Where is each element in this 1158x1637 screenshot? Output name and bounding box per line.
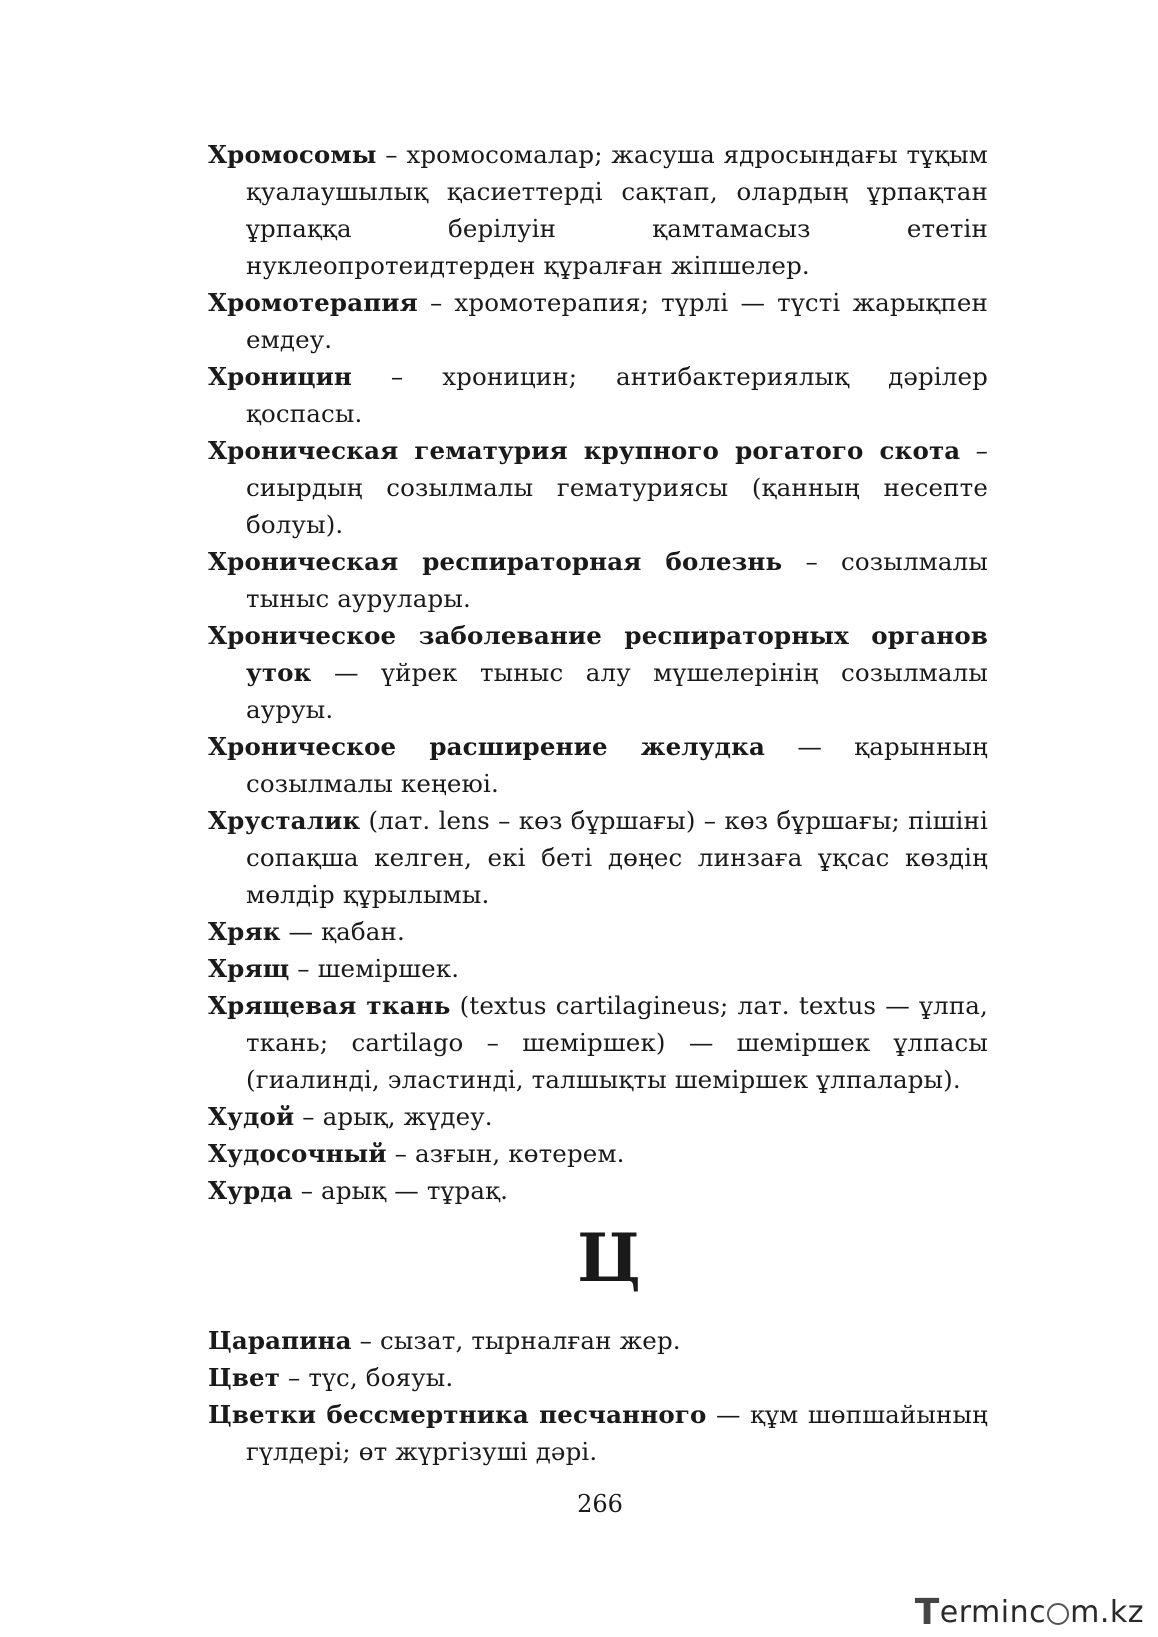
entry-term: Худой [208,1102,295,1131]
dictionary-entry [208,1172,988,1209]
magnifier-o-icon [1047,1603,1069,1625]
entry-definition: — үйрек тыныс алу мүшелерінің созылмалы ауруы. [246,658,988,724]
entry-definition: – хроницин; антибактериялық дәрілер қоспасы. [246,362,988,428]
dictionary-entry [208,987,988,1098]
entry-definition: — құм шөпшайының гүлдері; өт жүргізуші дәрі. [246,1400,988,1466]
entries-list-bottom [208,1322,988,1470]
entry-term: Хроническая респираторная болезнь [208,547,783,576]
entry-definition: – шеміршек. [289,954,460,983]
dictionary-entry [208,1359,988,1396]
entry-term: Хроницин [208,362,352,391]
watermark-prefix: T [914,1592,940,1633]
dictionary-entry [208,136,988,284]
entry-definition: (лат. lens – көз бұршағы) – көз бұршағы; пішіні сопақша келген, екі беті дөңес линзаға ұқсас көздің мөлдір құрылымы. [246,806,988,909]
dictionary-entry [208,950,988,987]
entry-term: Хрусталик [208,806,361,835]
entry-term: Цветки бессмертника песчанного [208,1400,707,1429]
section-letter-heading: Ц [577,1219,641,1297]
watermark-suffix: m.kz [1070,1595,1144,1630]
dictionary-entry [208,913,988,950]
dictionary-entry [208,284,988,358]
dictionary-entry [208,1322,988,1359]
dictionary-entry [208,617,988,728]
dictionary-entry [208,1098,988,1135]
entry-term: Хромосомы [208,140,377,169]
dictionary-entry [208,802,988,913]
entry-term: Хроническое расширение желудка [208,732,765,761]
entry-definition: — қарынның созылмалы кеңеюі. [246,732,988,798]
entry-term: Худосочный [208,1139,387,1168]
entry-definition: – созылмалы тыныс аурулары. [246,547,988,613]
entry-definition: – сызат, тырналған жер. [351,1326,681,1355]
entry-definition: – түс, бояуы. [280,1363,454,1392]
entries-list-top [208,136,988,1209]
entry-definition: — қабан. [280,917,405,946]
entry-term: Хроническая гематурия крупного рогатого скота [208,436,961,465]
watermark-logo [915,1592,1144,1633]
entry-term: Хрящ [208,954,290,983]
entry-definition: – азғын, көтерем. [386,1139,625,1168]
dictionary-entry [208,358,988,432]
entry-term: Хурда [208,1176,293,1205]
entry-definition: – хромосомалар; жасуша ядросындағы тұқым қуалаушылық қасиеттерді сақтап, олардың ұрпақтан ұрпаққа берілуін қамтамасыз ететін нуклеопротеидтерден құралған жіпшелер. [246,140,988,280]
entry-definition: (textus cartilagineus; лат. textus — ұлпа, ткань; cartilago – шеміршек) — шеміршек ұлпасы (гиалинді, эластинді, талшықты шеміршек ұлпалары). [246,991,988,1094]
dictionary-entry [208,728,988,802]
dictionary-entry [208,432,988,543]
dictionary-entry [208,1135,988,1172]
entry-term: Хряк [208,917,281,946]
entry-term: Хрящевая ткань [208,991,451,1020]
entry-definition: – сиырдың созылмалы гематуриясы (қанның несепте болуы). [246,436,988,539]
entry-definition: – арық, жүдеу. [294,1102,493,1131]
entry-definition: – арық — тұрақ. [292,1176,509,1205]
dictionary-entry [208,1396,988,1470]
watermark-middle: erminc [939,1595,1047,1630]
entry-definition: – хромотерапия; түрлі — түсті жарықпен емдеу. [246,288,988,354]
dictionary-entry [208,543,988,617]
entry-term: Царапина [208,1326,352,1355]
entry-term: Цвет [208,1363,281,1392]
page-number: 266 [577,1490,623,1518]
entry-term: Хромотерапия [208,288,418,317]
entry-term: Хроническое заболевание респираторных органов уток [208,621,988,687]
